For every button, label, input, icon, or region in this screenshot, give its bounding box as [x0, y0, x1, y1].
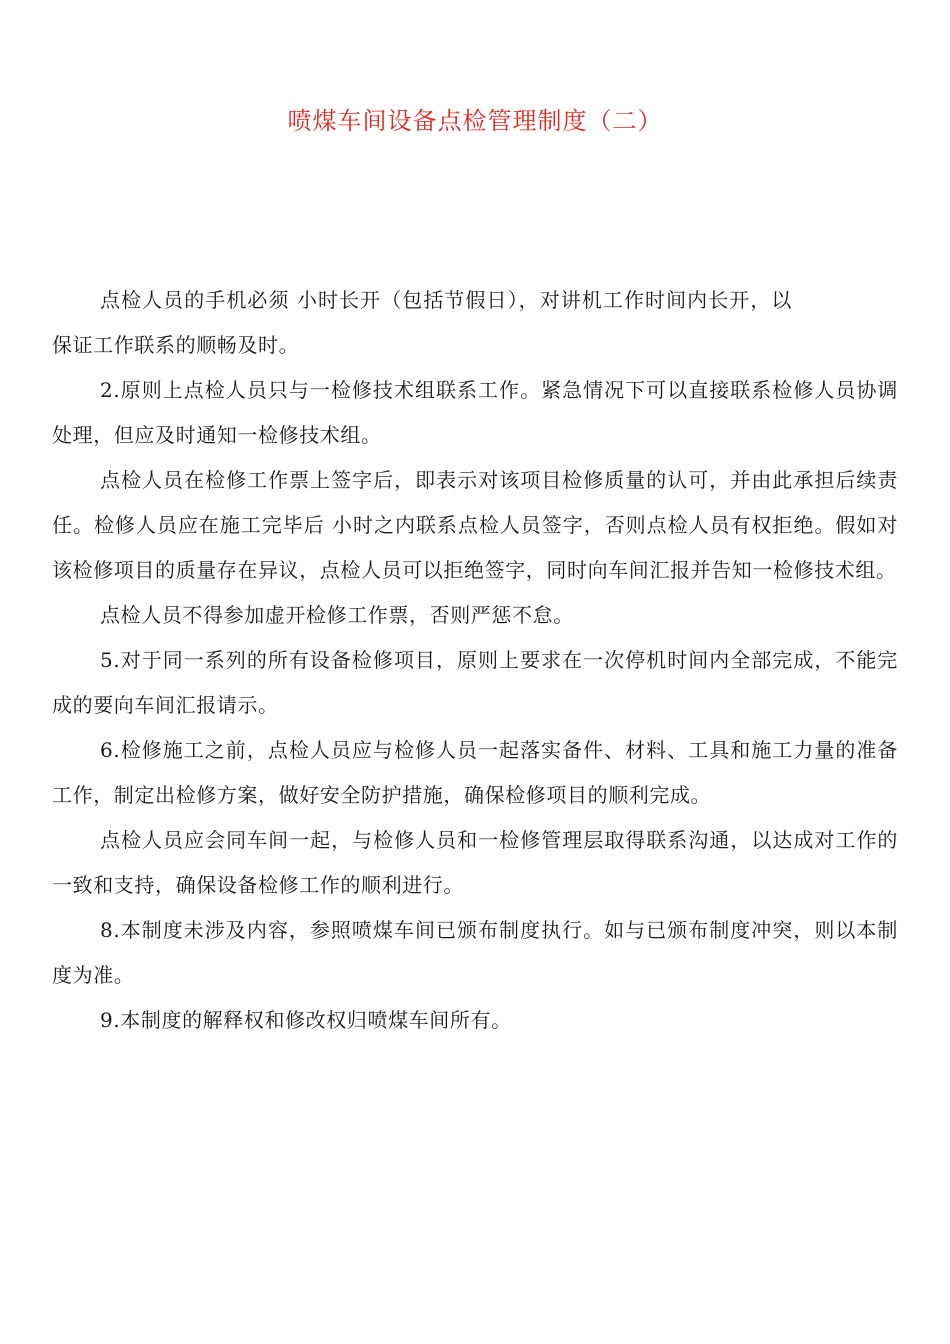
paragraph-6: 6.检修施工之前，点检人员应与检修人员一起落实备件、材料、工具和施工力量的准备工作，制定出检修方案，做好安全防护措施，确保检修项目的顺利完成。 — [52, 738, 898, 807]
paragraph-8: 8.本制度未涉及内容，参照喷煤车间已颁布制度执行。如与已颁布制度冲突，则以本制度为准。 — [52, 918, 898, 987]
document-title: 喷煤车间设备点检管理制度（二） — [287, 107, 663, 135]
paragraph-9: 9.本制度的解释权和修改权归喷煤车间所有。 — [100, 1008, 512, 1032]
paragraph-5: 5.对于同一系列的所有设备检修项目，原则上要求在一次停机时间内全部完成，不能完成的要向车间汇报请示。 — [52, 648, 898, 717]
paragraph-4: 点检人员不得参加虚开检修工作票，否则严惩不怠。 — [100, 603, 574, 627]
paragraph-7: 点检人员应会同车间一起，与检修人员和一检修管理层取得联系沟通，以达成对工作的一致和支持，确保设备检修工作的顺利进行。 — [52, 828, 898, 897]
document-body — [52, 278, 898, 1043]
paragraph-1: 点检人员的手机必须 小时长开（包括节假日），对讲机工作时间内长开，以保证工作联系的顺畅及时。 — [52, 288, 792, 357]
paragraph-2: 2.原则上点检人员只与一检修技术组联系工作。紧急情况下可以直接联系检修人员协调处理，但应及时通知一检修技术组。 — [52, 378, 898, 447]
paragraph-3: 点检人员在检修工作票上签字后，即表示对该项目检修质量的认可，并由此承担后续责任。检修人员应在施工完毕后 小时之内联系点检人员签字，否则点检人员有权拒绝。假如对该检修项目的质量存在异议，点检人员可以拒绝签字，同时向车间汇报并告知一检修技术组。 — [52, 468, 898, 582]
